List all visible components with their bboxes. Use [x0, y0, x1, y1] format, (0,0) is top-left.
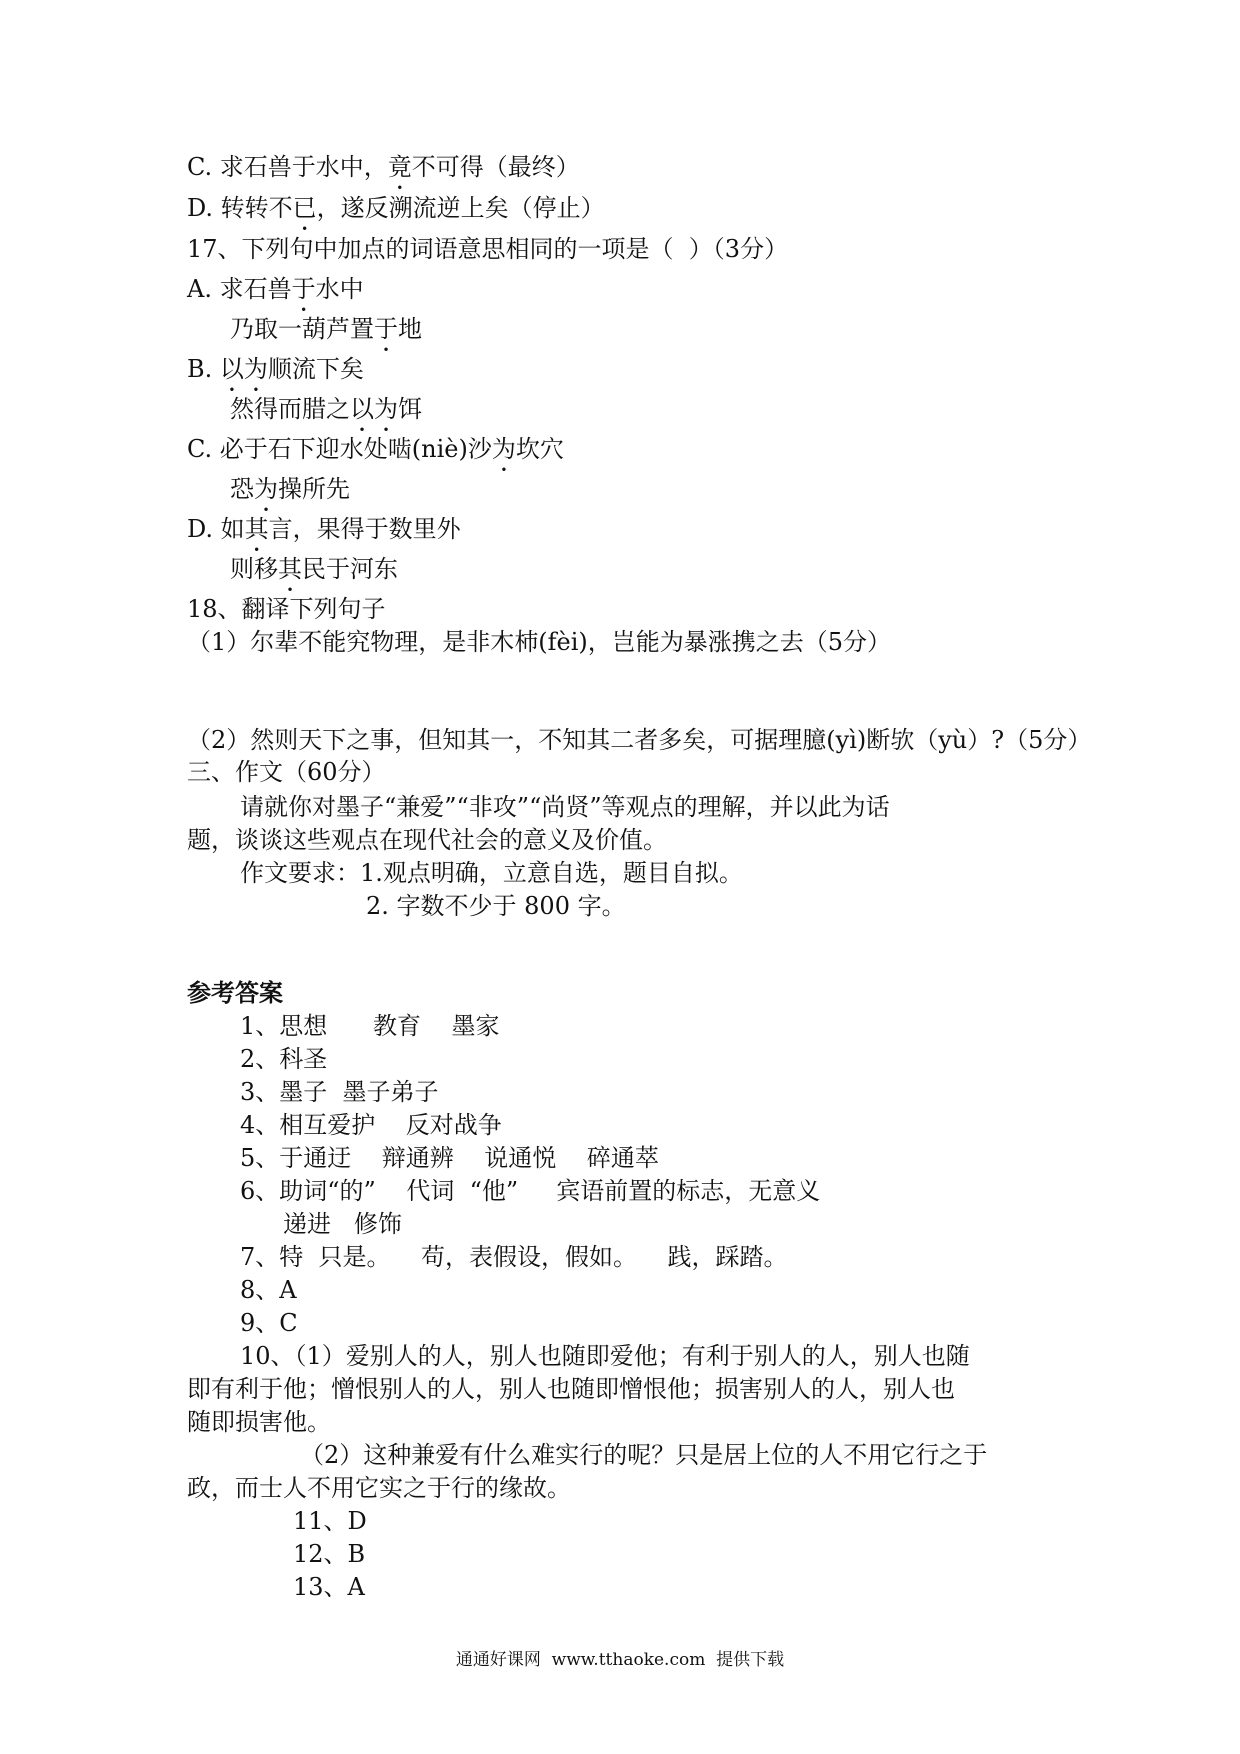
text: 水中 [315, 275, 364, 303]
answer-10-line-5: 政，而士人不用它实之于行的缘故。 [187, 1474, 571, 1502]
answer-11: 11、D [293, 1507, 367, 1535]
answer-2: 2、科圣 [240, 1045, 328, 1073]
essay-paragraph-line-1: 请就你对墨子“兼爱”“非攻”“尚贤”等观点的理解，并以此为话 [240, 793, 890, 821]
text: 则移 [230, 555, 278, 583]
q17-option-a2 [230, 313, 422, 357]
text: 坎穴 [515, 435, 564, 463]
text: A. 求石兽 [187, 275, 292, 303]
answer-10-line-4: （2）这种兼爱有什么难实行的呢？只是居上位的人不用它行之于 [300, 1441, 988, 1469]
emphasized-word: 于 [291, 275, 316, 303]
answer-3: 3、墨子 墨子弟子 [240, 1078, 439, 1106]
q17-option-c1 [187, 433, 564, 477]
emphasized-word: 已 [292, 194, 317, 222]
answer-5: 5、于通迂 辩通辨 说通悦 碎通萃 [240, 1144, 659, 1172]
q17-stem: 17、下列句中加点的词语意思相同的一项是（ ）（3分） [187, 235, 789, 263]
answer-10-line-2: 即有利于他；憎恨别人的人，别人也随即憎恨他；损害别人的人，别人也 [187, 1375, 955, 1403]
emphasized-word: 以为 [350, 395, 398, 423]
q18-sentence-1: （1）尔辈不能究物理，是非木杮(fèi)，岂能为暴涨携之去（5分） [187, 628, 892, 656]
q16-option-c [187, 151, 580, 195]
emphasized-word: 竟 [387, 153, 412, 181]
q17-option-d2 [230, 553, 398, 597]
essay-requirement-1: 作文要求：1.观点明确，立意自选，题目自拟。 [240, 859, 743, 887]
q17-option-b2 [230, 393, 422, 437]
essay-heading: 三、作文（60分） [187, 758, 386, 786]
text: 恐 [230, 475, 254, 503]
answer-6-continued: 递进 修饰 [283, 1210, 402, 1238]
emphasized-word: 于 [374, 315, 398, 343]
answer-7: 7、特 只是。 苟，表假设，假如。 践，踩踏。 [240, 1243, 788, 1271]
text: C. 必于石下迎水处啮(niè)沙 [187, 435, 492, 463]
answer-12: 12、B [293, 1540, 366, 1568]
q17-option-d1 [187, 513, 461, 557]
text: 言，果得于数里外 [268, 515, 461, 543]
text: 然得而腊之 [230, 395, 350, 423]
essay-requirement-2: 2. 字数不少于 800 字。 [366, 892, 626, 920]
text: ，遂反溯流逆上矣（停止） [316, 194, 605, 222]
page-footer: 通通好课网 www.tthaoke.com 提供下载 [455, 1650, 785, 1670]
text: 民于河东 [302, 555, 398, 583]
text: 操所先 [278, 475, 350, 503]
answer-1: 1、思想 教育 墨家 [240, 1012, 500, 1040]
answer-10-line-1: 10、（1）爱别人的人，别人也随即爱他；有利于别人的人，别人也随 [240, 1342, 970, 1370]
emphasized-word: 其 [278, 555, 302, 583]
text: 顺流下矣 [267, 355, 364, 383]
q18-sentence-2: （2）然则天下之事，但知其一，不知其二者多矣，可据理臆(yì)断欤（yù）?（5分） [187, 726, 1092, 754]
answer-8: 8、A [240, 1276, 297, 1304]
text: C. 求石兽于水中， [187, 153, 388, 181]
essay-paragraph-line-2: 题，谈谈这些观点在现代社会的意义及价值。 [187, 826, 667, 854]
emphasized-word: 为 [491, 435, 516, 463]
answer-13: 13、A [293, 1573, 365, 1601]
q17-option-c2 [230, 473, 350, 517]
answer-10-line-3: 随即损害他。 [187, 1408, 331, 1436]
q16-option-d [187, 192, 605, 236]
answer-4: 4、相互爱护 反对战争 [240, 1111, 502, 1139]
text: 不可得（最终） [411, 153, 580, 181]
text: D. 如 [187, 515, 245, 543]
q17-option-b1 [187, 353, 364, 397]
text: 饵 [398, 395, 422, 423]
text: B. [187, 355, 220, 383]
emphasized-word: 为 [254, 475, 278, 503]
answer-6: 6、助词“的” 代词 “他” 宾语前置的标志，无意义 [240, 1177, 821, 1205]
text: D. 转转不 [187, 194, 293, 222]
answer-9: 9、C [240, 1309, 298, 1337]
emphasized-word: 以为 [219, 355, 268, 383]
text: 地 [398, 315, 422, 343]
answers-heading: 参考答案 [187, 978, 283, 1007]
q18-stem: 18、翻译下列句子 [187, 595, 386, 623]
text: 乃取一葫芦置 [230, 315, 374, 343]
emphasized-word: 其 [244, 515, 269, 543]
q17-option-a1 [187, 273, 364, 317]
